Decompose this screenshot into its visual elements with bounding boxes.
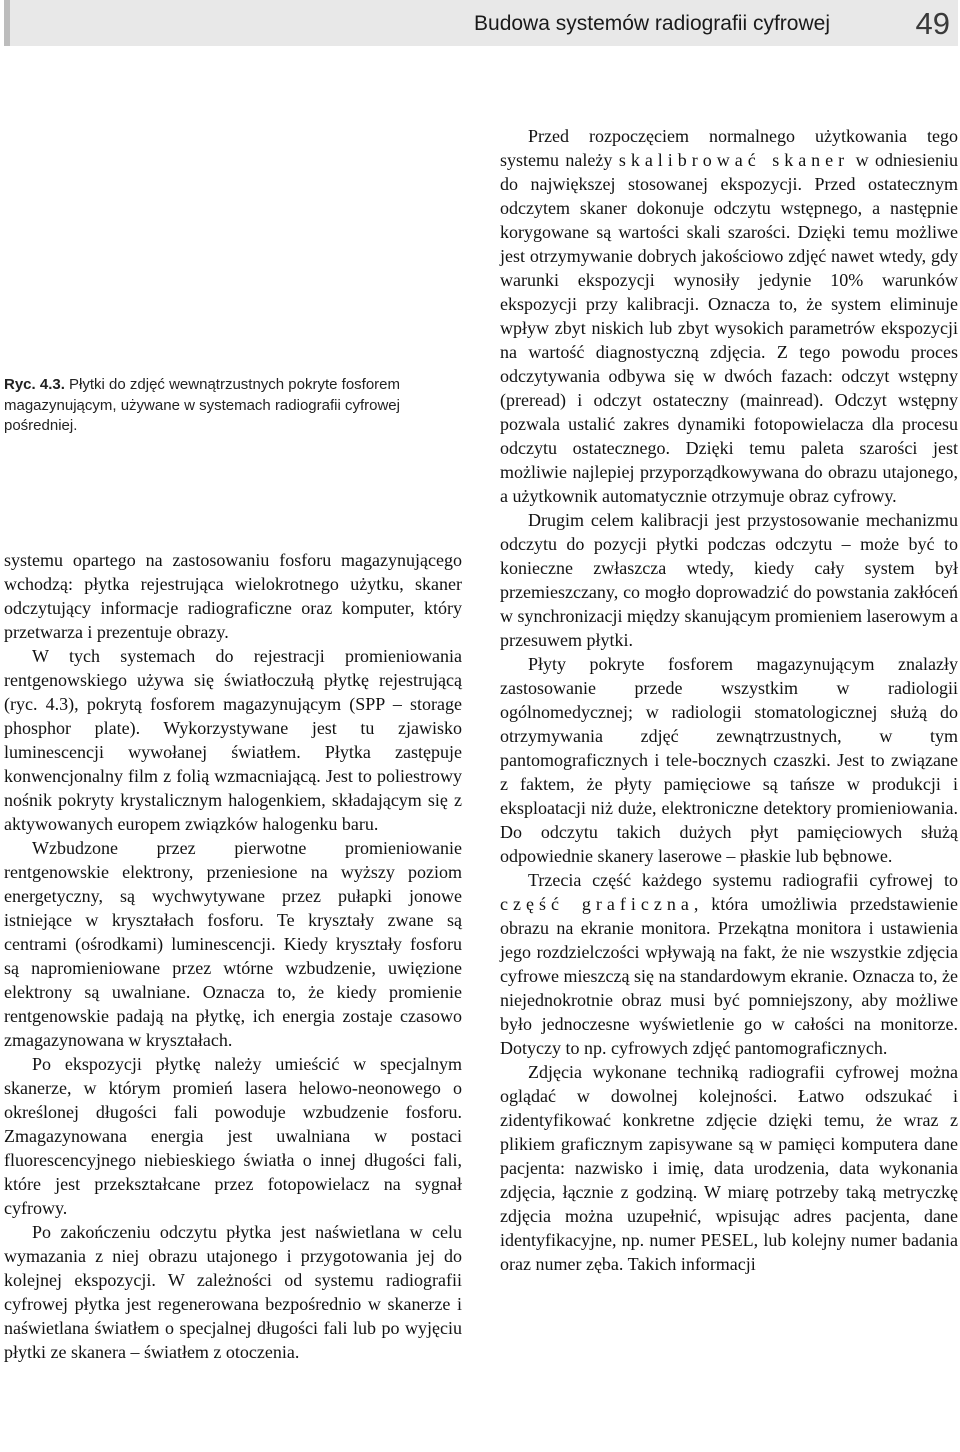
emphasized-term: skalibrować skaner xyxy=(618,150,850,170)
paragraph: Po zakończeniu odczytu płytka jest naświetlana w celu wymazania z niej obrazu utajonego i przygotowania jej do kolejnej ekspozycji. W zależności od systemu radiografii cyfrowej płytka jest regenerowana bezpośrednio w skanerze i naświetlana światłem o specjalnej długości fali lub po wyjęciu płytki ze skanera – światłem z otoczenia. xyxy=(4,1222,462,1362)
paragraph-text: , która umożliwia przedstawienie obrazu na ekranie monitora. Przekątna monitora i ustawienia jego rozdzielczości wpływają na fakt, że nie wszystkie zdjęcia cyfrowe mieszczą się na standardowym ekranie. Oznacza to, że niejednokrotnie obraz musi być pomniejszony, aby możliwe było jednoczesne wyświetlenie go w całości na monitorze. Dotyczy to np. cyfrowych zdjęć pantomograficznych. xyxy=(500,894,958,1058)
paragraph: W tych systemach do rejestracji promieniowania rentgenowskiego używa się światłoczułą płytkę rejestrującą (ryc. 4.3), pokrytą fosforem magazynującym (SPP – storage phosphor plate). Wykorzystywane jest tu zjawisko luminescencji wywołanej światłem. Płytka zastępuje konwencjonalny film z folią wzmacniającą. Jest to poliestrowy nośnik pokryty krystalicznym halogenkiem, składającym się z aktywowanych europem związków halogenku baru. xyxy=(4,646,462,834)
paragraph-text: w odniesieniu do największej stosowanej ekspozycji. Przed ostatecznym odczytem skaner dokonuje odczytu wstępnego, a następnie korygowane są wartości skali szarości. Dzięki temu możliwe jest otrzymywanie dobrych jakościowo zdjęć nawet wtedy, gdy warunki ekspozycji wynosiły jedynie 10% warunków ekspozycji przy kalibracji. Oznacza to, że system eliminuje wpływ zbyt niskich lub zbyt wysokich parametrów ekspozycji na wartość diagnostyczną zdjęcia. Z tego powodu proces odczytywania odbywa się w dwóch fazach: odczyt wstępny (preread) i odczyt ostateczny (mainread). Odczyt wstępny pozwala ustalić zakres dynamiki fotopowielacza dla procesu odczytu ostatecznego. Dzięki temu paleta szarości jest możliwie najlepiej przyporządkowywana do obrazu utajonego, a użytkownik automatycznie otrzymuje obraz cyfrowy. xyxy=(500,150,958,506)
paragraph xyxy=(500,124,958,508)
left-column xyxy=(4,548,462,1364)
paragraph: Po ekspozycji płytkę należy umieścić w specjalnym skanerze, w którym promień lasera helowo-neonowego o określonej długości fali powoduje wzbudzenie fosforu. Zmagazynowana energia jest uwalniana w postaci fluorescencyjnego niebieskiego światła o innej długości fali, które jest przekształcane przez fotopowielacz na sygnał cyfrowy. xyxy=(4,1054,462,1218)
paragraph-text: Przed rozpoczęciem normalnego użytkowania tego systemu należy xyxy=(500,126,958,170)
emphasized-term: część graficzna xyxy=(500,894,694,914)
page-number: 49 xyxy=(915,6,950,41)
right-column xyxy=(500,124,958,1276)
paragraph: systemu opartego na zastosowaniu fosforu magazynującego wchodzą: płytka rejestrująca wielokrotnego użytku, skaner odczytujący informacje radiograficzne oraz komputer, który przetwarza i prezentuje obrazy. xyxy=(4,550,462,642)
running-title: Budowa systemów radiografii cyfrowej xyxy=(474,12,830,35)
figure-label: Ryc. 4.3. xyxy=(4,376,65,393)
figure-caption-text: Płytki do zdjęć wewnątrzustnych pokryte fosforem magazynującym, używane w systemach radiografii cyfrowej pośredniej. xyxy=(4,376,401,434)
paragraph-text: Trzecia część każdego systemu radiografii cyfrowej to xyxy=(528,870,958,890)
paragraph xyxy=(500,868,958,1060)
page-header xyxy=(4,0,958,46)
paragraph: Wzbudzone przez pierwotne promieniowanie rentgenowskie elektrony, przeniesione na wyższy poziom energetyczny, są wychwytywane przez pułapki jonowe istniejące w kryształach fosforu. Te kryształy zwane są centrami (ośrodkami) luminescencji. Kiedy kryształy fosforu są napromieniowane przez wtórne wzbudzenie, uwięzione elektrony są uwalniane. Oznacza to, że kiedy promienie rentgenowskie padają na płytkę, ich energia zostaje czasowo zmagazynowana w kryształach. xyxy=(4,838,462,1050)
paragraph: Zdjęcia wykonane techniką radiografii cyfrowej można oglądać w dowolnej kolejności. Łatwo odszukać i zidentyfikować konkretne zdjęcie dzięki temu, że wraz z plikiem graficznym zapisywane są w pamięci komputera dane pacjenta: nazwisko i imię, data urodzenia, data wykonania zdjęcia, łącznie z godziną. W miarę potrzeby taką metryczkę zdjęcia można uzupełnić, wpisując adres pacjenta, dane identyfikacyjne, np. numer PESEL, lub kolejny numer badania oraz numer zęba. Takich informacji xyxy=(500,1062,958,1274)
paragraph: Drugim celem kalibracji jest przystosowanie mechanizmu odczytu do pozycji płytki podczas odczytu – może być to konieczne zwłaszcza wtedy, kiedy cały system był przemieszczany, co mogło doprowadzić do powstania zakłóceń w synchronizacji między skanującym promieniem laserowym a przesuwem płytki. xyxy=(500,510,958,650)
paragraph: Płyty pokryte fosforem magazynującym znalazły zastosowanie przede wszystkim w radiologii ogólnomedycznej; w radiologii stomatologicznej służą do otrzymywania zdjęć zewnątrzustnych, w tym pantomograficznych i tele-bocznych czaszki. Jest to związane z faktem, że płyty pamięciowe są tańsze w produkcji i eksploatacji niż duże, elektroniczne detektory promieniowania. Do odczytu takich dużych płyt pamięciowych służą odpowiednie skanery laserowe – płaskie lub bębnowe. xyxy=(500,654,958,866)
figure-caption xyxy=(4,375,464,437)
